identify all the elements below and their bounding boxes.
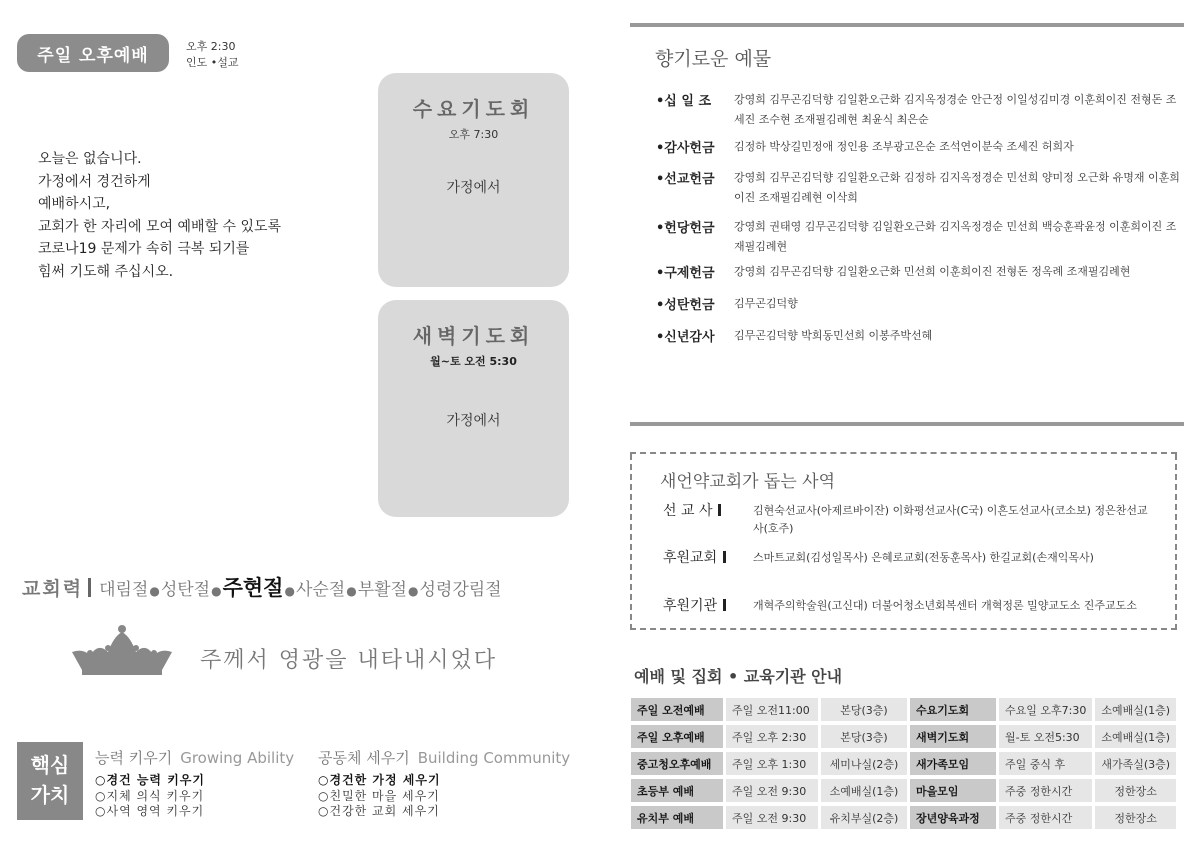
growing-item: ○경건 능력 키우기: [95, 773, 205, 787]
schedule-cell: 세미나실(2층): [821, 752, 907, 775]
bullet-dot: ●: [284, 584, 295, 598]
season-lent: 사순절: [295, 580, 346, 600]
community-item: ○경건한 가정 세우기: [318, 773, 441, 787]
ministry-label: [663, 595, 726, 615]
schedule-row: [631, 698, 1176, 721]
notice-line: 오늘은 없습니다.: [38, 151, 142, 167]
ministry-label: [663, 547, 726, 567]
schedule-event-cell: 마을모임: [910, 779, 996, 802]
growing-title: 능력 키우기: [95, 749, 173, 767]
offering-names: 강영희 권태영 김무곤김덕향 김일환오근화 김지옥정경순 민선희 백승훈곽윤정 이훈희이진 조재필김례현: [734, 220, 1177, 253]
growing-item: ○지체 의식 키우기: [95, 788, 205, 803]
offering-label: •선교헌금: [656, 172, 715, 187]
middle-rule: [630, 422, 1184, 426]
season-advent: 대림절: [99, 580, 149, 600]
schedule-cell: 주일 중식 후: [999, 752, 1092, 775]
church-calendar-line: [22, 572, 502, 602]
schedule-event-cell: 중고청오후예배: [631, 752, 723, 775]
notice-line: 교회가 한 자리에 모여 예배할 수 있도록: [38, 218, 282, 235]
community-title-en: Building Community: [417, 749, 571, 767]
ministry-names: 스마트교회(김성일목사) 은혜로교회(전동훈목사) 한길교회(손재익목사): [753, 551, 1094, 564]
community-item: ○친밀한 마을 세우기: [318, 788, 440, 803]
ministry-title: 새언약교회가 돕는 사역: [660, 472, 836, 492]
wednesday-prayer-card: [378, 73, 569, 287]
schedule-event-cell: 장년양육과정: [910, 806, 996, 829]
schedule-cell: 주일 오전 9:30: [726, 806, 818, 829]
ministry-label: [663, 500, 721, 520]
schedule-cell: 수요일 오후7:30: [999, 698, 1092, 721]
offering-names: 김무곤김덕향: [734, 297, 798, 310]
community-item: ○건강한 교회 세우기: [318, 804, 440, 818]
ministry-names: 김현숙선교사(아제르바이잔) 이화평선교사(C국) 이흔도선교사(코소보) 정은찬선교사(호주): [753, 504, 1148, 535]
core-values-community: [318, 747, 570, 820]
wednesday-prayer-place: 가정에서: [446, 180, 501, 196]
label-bar: [718, 504, 721, 516]
schedule-table: [628, 694, 1179, 833]
dawn-prayer-title: 새벽기도회: [412, 324, 535, 348]
notice-line: 힘써 기도해 주십시오.: [38, 263, 174, 280]
notice-line: 예배하시고,: [38, 196, 111, 212]
notice-line: 코로나19 문제가 속히 극복 되기를: [38, 241, 250, 257]
dawn-prayer-card: [378, 300, 569, 517]
schedule-cell: 새가족실(3층): [1095, 752, 1176, 775]
sunday-afternoon-service-pill: [17, 34, 169, 72]
sunday-afternoon-time: 오후 2:30: [186, 40, 236, 53]
schedule-cell: 월-토 오전5:30: [999, 725, 1092, 748]
season-pentecost: 성령강림절: [419, 580, 502, 600]
schedule-row: [631, 752, 1176, 775]
schedule-cell: 본당(3층): [821, 725, 907, 748]
ministry-label-text: 후원교회: [663, 550, 718, 566]
schedule-event-cell: 초등부 예배: [631, 779, 723, 802]
church-calendar-label: 교회력: [22, 578, 84, 600]
schedule-event-cell: 유치부 예배: [631, 806, 723, 829]
label-bar: [723, 551, 726, 563]
notice-line: 가정에서 경건하게: [38, 173, 151, 190]
offering-label: •헌당헌금: [656, 221, 715, 236]
offering-names: 강영희 김무곤김덕향 김일환오근화 민선희 이훈희이진 전형돈 정옥례 조재필김례현: [734, 265, 1131, 278]
cancellation-notice: [38, 148, 281, 283]
offering-names: 김무곤김덕향 박희동민선희 이봉주박선혜: [734, 329, 933, 342]
schedule-cell: 소예배실(1층): [1095, 725, 1176, 748]
motto-text: 주께서 영광을 내타내시었다: [200, 648, 498, 673]
offering-label: •구제헌금: [656, 266, 715, 281]
dawn-prayer-place: 가정에서: [446, 413, 501, 429]
core-values-label-line2: 가치: [30, 783, 70, 807]
schedule-event-cell: 주일 오후예배: [631, 725, 723, 748]
season-epiphany-current: 주현절: [222, 576, 284, 600]
schedule-cell: 정한장소: [1095, 806, 1176, 829]
schedule-cell: 소예배실(1층): [821, 779, 907, 802]
schedule-title: 예배 및 집회 • 교육기관 안내: [634, 667, 843, 686]
schedule-cell: 주일 오후 1:30: [726, 752, 818, 775]
schedule-event-cell: 수요기도회: [910, 698, 996, 721]
core-values-growing: [95, 747, 294, 820]
schedule-cell: 정한장소: [1095, 779, 1176, 802]
schedule-row: [631, 806, 1176, 829]
offering-label: •성탄헌금: [656, 298, 715, 313]
sunday-afternoon-title: 주일 오후예배: [37, 45, 149, 66]
crown-icon: [68, 622, 176, 682]
core-values-label-line1: 핵심: [30, 753, 70, 777]
schedule-cell: 주일 오전 9:30: [726, 779, 818, 802]
top-rule: [630, 23, 1184, 27]
divider-bar: [88, 578, 91, 597]
schedule-cell: 소예배실(1층): [1095, 698, 1176, 721]
schedule-cell: 본당(3층): [821, 698, 907, 721]
schedule-cell: 주일 오전11:00: [726, 698, 818, 721]
schedule-cell: 주중 정한시간: [999, 806, 1092, 829]
schedule-cell: 주일 오후 2:30: [726, 725, 818, 748]
offering-names: 강영희 김무곤김덕향 김일환오근화 김지옥정경순 안근정 이일성김미경 이훈희이진 전형돈 조세진 조수현 조재필김례현 최윤식 최은순: [734, 93, 1177, 126]
schedule-event-cell: 주일 오전예배: [631, 698, 723, 721]
bullet-dot: ●: [407, 584, 419, 598]
schedule-cell: 주중 정한시간: [999, 779, 1092, 802]
offering-label: •신년감사: [656, 330, 715, 345]
bullet-dot: ●: [346, 584, 357, 598]
wednesday-prayer-title: 수요기도회: [412, 97, 535, 121]
schedule-row: [631, 779, 1176, 802]
offering-names: 강영희 김무곤김덕향 김일환오근화 김정하 김지옥정경순 민선희 양미정 오근화 유명재 이훈희이진 조재필김례현 이삭희: [734, 171, 1180, 204]
offering-names: 김정하 박상길민정애 정인용 조부광고은순 조석연이분숙 조세진 허희자: [734, 140, 1074, 153]
schedule-cell: 유치부실(2층): [821, 806, 907, 829]
community-title: 공동체 세우기: [318, 749, 410, 767]
bullet-dot: ●: [211, 584, 222, 598]
wednesday-prayer-time: 오후 7:30: [448, 128, 499, 141]
growing-title-en: Growing Ability: [180, 749, 295, 767]
season-easter: 부활절: [357, 580, 407, 600]
offering-label: •십 일 조: [656, 94, 712, 109]
label-bar: [723, 599, 726, 611]
dawn-prayer-time: 월~토 오전 5:30: [430, 355, 517, 368]
bullet-dot: ●: [149, 584, 160, 598]
schedule-event-cell: 새가족모임: [910, 752, 996, 775]
ministry-label-text: 선 교 사: [663, 503, 713, 519]
sunday-afternoon-meta: [186, 39, 239, 71]
schedule-event-cell: 새벽기도회: [910, 725, 996, 748]
offerings-title: 향기로운 예물: [655, 48, 772, 70]
ministry-names: 개혁주의학술원(고신대) 더불어청소년회복센터 개혁정론 밀양교도소 진주교도소: [753, 599, 1137, 612]
schedule-row: [631, 725, 1176, 748]
sunday-afternoon-leader: 인도 •설교: [186, 56, 239, 69]
ministry-label-text: 후원기관: [663, 598, 718, 614]
season-christmas: 성탄절: [160, 580, 211, 600]
offering-label: •감사헌금: [656, 141, 715, 156]
growing-item: ○사역 영역 키우기: [95, 804, 205, 818]
core-values-badge: [17, 742, 83, 820]
